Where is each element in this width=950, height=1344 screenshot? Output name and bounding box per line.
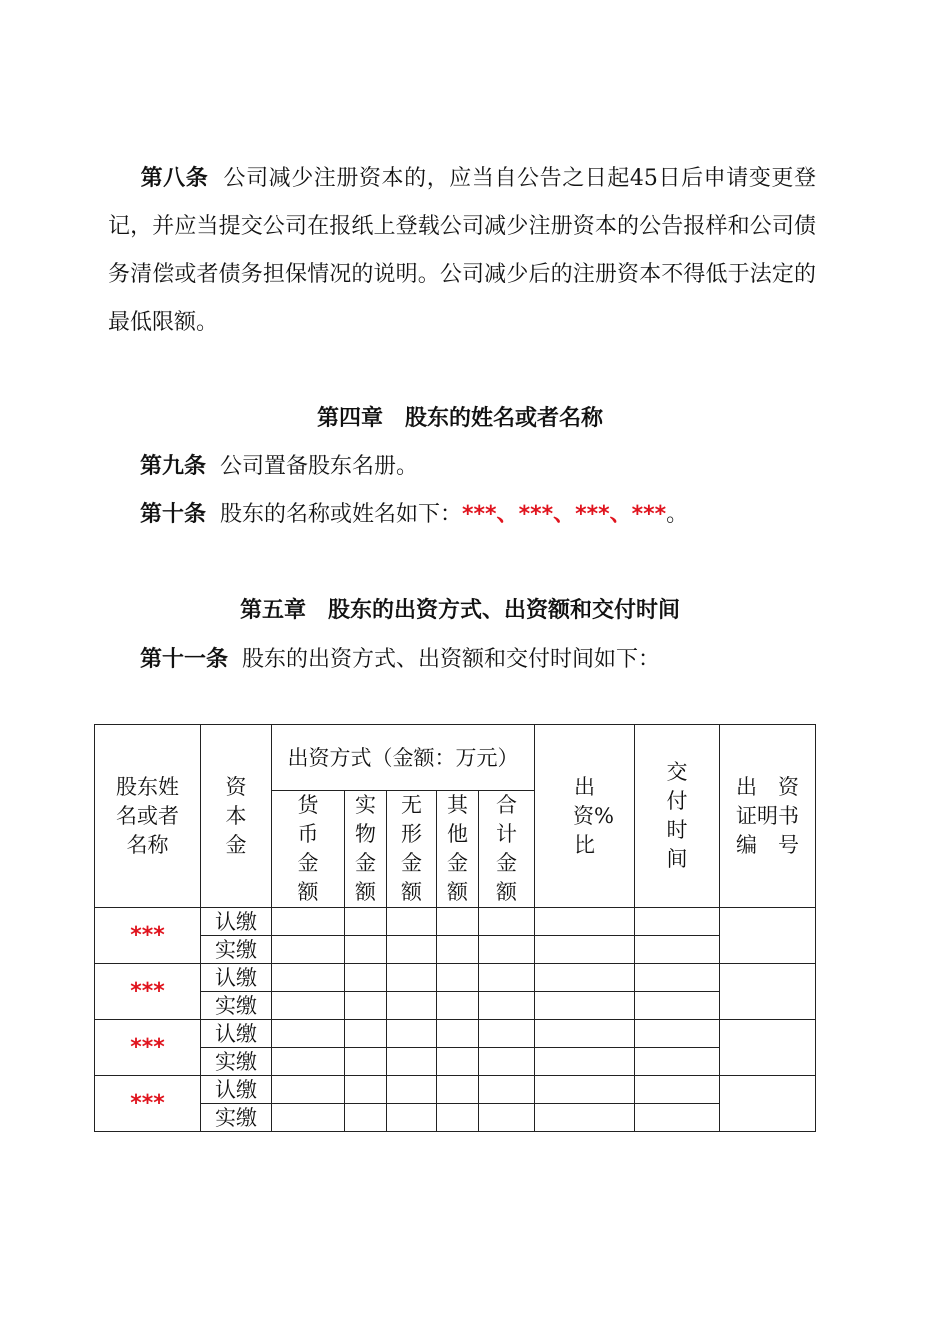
table-cell bbox=[272, 1048, 345, 1076]
capital-contribution-table bbox=[94, 724, 816, 1132]
table-cell bbox=[437, 992, 479, 1020]
article-8-paragraph bbox=[108, 155, 816, 347]
table-cell bbox=[479, 1104, 535, 1132]
table-cell bbox=[635, 1020, 720, 1048]
table-cell bbox=[479, 992, 535, 1020]
table-cell bbox=[635, 964, 720, 992]
table-cell bbox=[479, 1020, 535, 1048]
table-cell bbox=[272, 1076, 345, 1104]
table-cell bbox=[345, 992, 387, 1020]
table-cell bbox=[437, 908, 479, 936]
table-cell bbox=[345, 908, 387, 936]
certificate-cell bbox=[720, 1076, 816, 1132]
paid-label: 实缴 bbox=[201, 992, 272, 1020]
header-capital: 资本金 bbox=[201, 725, 272, 908]
table-cell bbox=[272, 1104, 345, 1132]
table-row bbox=[95, 936, 816, 964]
table-cell bbox=[535, 936, 635, 964]
table-cell bbox=[635, 936, 720, 964]
certificate-cell bbox=[720, 964, 816, 1020]
table-cell bbox=[272, 992, 345, 1020]
certificate-cell bbox=[720, 1020, 816, 1076]
table-cell bbox=[387, 992, 437, 1020]
table-cell bbox=[272, 964, 345, 992]
table-cell bbox=[535, 964, 635, 992]
table-row bbox=[95, 964, 816, 992]
header-intangible-amount: 无形金额 bbox=[387, 791, 437, 908]
table-row bbox=[95, 1104, 816, 1132]
shareholder-name-cell: *** bbox=[95, 908, 201, 964]
table-row bbox=[95, 992, 816, 1020]
table-row bbox=[95, 1076, 816, 1104]
article-11-text: 股东的出资方式、出资额和交付时间如下： bbox=[242, 647, 661, 672]
shareholder-name-3: *** bbox=[575, 502, 610, 527]
table-cell bbox=[345, 964, 387, 992]
table-cell bbox=[635, 1048, 720, 1076]
table-cell bbox=[345, 1076, 387, 1104]
table-cell bbox=[437, 1020, 479, 1048]
shareholder-name-cell: *** bbox=[95, 1020, 201, 1076]
header-percent: 出资%比 bbox=[535, 725, 635, 908]
paid-label: 实缴 bbox=[201, 1104, 272, 1132]
subscribed-label: 认缴 bbox=[201, 1020, 272, 1048]
shareholder-name-1: *** bbox=[462, 502, 497, 527]
table-cell bbox=[345, 1048, 387, 1076]
table-cell bbox=[535, 1020, 635, 1048]
table-cell bbox=[387, 1020, 437, 1048]
chapter-5-heading: 第五章 股东的出资方式、出资额和交付时间 bbox=[239, 598, 680, 623]
table-cell bbox=[387, 1104, 437, 1132]
table-cell bbox=[535, 1076, 635, 1104]
subscribed-label: 认缴 bbox=[201, 908, 272, 936]
table-cell bbox=[272, 908, 345, 936]
table-cell bbox=[479, 1048, 535, 1076]
table-cell bbox=[535, 992, 635, 1020]
table-cell bbox=[479, 964, 535, 992]
sentence-end: 。 bbox=[666, 502, 689, 527]
shareholder-name-2: *** bbox=[518, 502, 554, 527]
certificate-cell bbox=[720, 908, 816, 964]
table-cell bbox=[535, 908, 635, 936]
article-8-label: 第八条 bbox=[140, 166, 209, 191]
name-separator: 、 bbox=[496, 502, 519, 527]
table-row bbox=[95, 1048, 816, 1076]
table-cell bbox=[272, 1020, 345, 1048]
table-cell bbox=[345, 1104, 387, 1132]
article-9-text: 公司置备股东名册。 bbox=[220, 454, 419, 479]
table-cell bbox=[387, 908, 437, 936]
article-10-label: 第十条 bbox=[140, 502, 207, 527]
table-cell bbox=[272, 936, 345, 964]
table-cell bbox=[437, 936, 479, 964]
table-cell bbox=[479, 1076, 535, 1104]
subscribed-label: 认缴 bbox=[201, 1076, 272, 1104]
header-delivery-time: 交付时间 bbox=[635, 725, 720, 908]
header-other-amount: 其他金额 bbox=[437, 791, 479, 908]
header-physical-amount: 实物金额 bbox=[345, 791, 387, 908]
header-currency-amount: 货币金额 bbox=[272, 791, 345, 908]
shareholder-name-cell: *** bbox=[95, 1076, 201, 1132]
header-certificate-number: 出 资证明书编 号 bbox=[720, 725, 816, 908]
table-cell bbox=[437, 964, 479, 992]
table-cell bbox=[535, 1048, 635, 1076]
table-cell bbox=[479, 936, 535, 964]
article-9-label: 第九条 bbox=[140, 454, 207, 479]
paid-label: 实缴 bbox=[201, 936, 272, 964]
article-8-text: 公司减少注册资本的，应当自公告之日起45日后申请变更登记，并应当提交公司在报纸上登载公司减少注册资本的公告报样和公司债务清偿或者债务担保情况的说明。公司减少后的注册资本不得低于法定的最低限额。 bbox=[108, 166, 816, 335]
chapter-4-heading: 第四章 股东的姓名或者名称 bbox=[316, 406, 603, 431]
name-separator: 、 bbox=[553, 502, 576, 527]
article-11-line bbox=[140, 645, 660, 675]
table-row bbox=[95, 1020, 816, 1048]
table-cell bbox=[387, 936, 437, 964]
table-cell bbox=[437, 1076, 479, 1104]
table-cell bbox=[635, 908, 720, 936]
table-cell bbox=[635, 992, 720, 1020]
table-cell bbox=[387, 964, 437, 992]
table-cell bbox=[437, 1048, 479, 1076]
shareholder-name-4: *** bbox=[631, 502, 667, 527]
table-cell bbox=[635, 1104, 720, 1132]
table-cell bbox=[479, 908, 535, 936]
table-row bbox=[95, 908, 816, 936]
name-separator: 、 bbox=[609, 502, 632, 527]
header-total-amount: 合计金额 bbox=[479, 791, 535, 908]
table-cell bbox=[345, 1020, 387, 1048]
shareholder-name-cell: *** bbox=[95, 964, 201, 1020]
header-contribution-method: 出资方式（金额：万元） bbox=[272, 725, 535, 791]
article-10-text: 股东的名称或姓名如下： bbox=[220, 502, 463, 527]
subscribed-label: 认缴 bbox=[201, 964, 272, 992]
table-cell bbox=[535, 1104, 635, 1132]
article-9-line bbox=[140, 452, 418, 482]
table-cell bbox=[387, 1076, 437, 1104]
table-cell bbox=[387, 1048, 437, 1076]
table-cell bbox=[437, 1104, 479, 1132]
header-shareholder: 股东姓名或者名称 bbox=[95, 725, 201, 908]
table-cell bbox=[345, 936, 387, 964]
table-cell bbox=[635, 1076, 720, 1104]
paid-label: 实缴 bbox=[201, 1048, 272, 1076]
article-10-line bbox=[140, 500, 688, 530]
article-11-label: 第十一条 bbox=[140, 647, 229, 672]
